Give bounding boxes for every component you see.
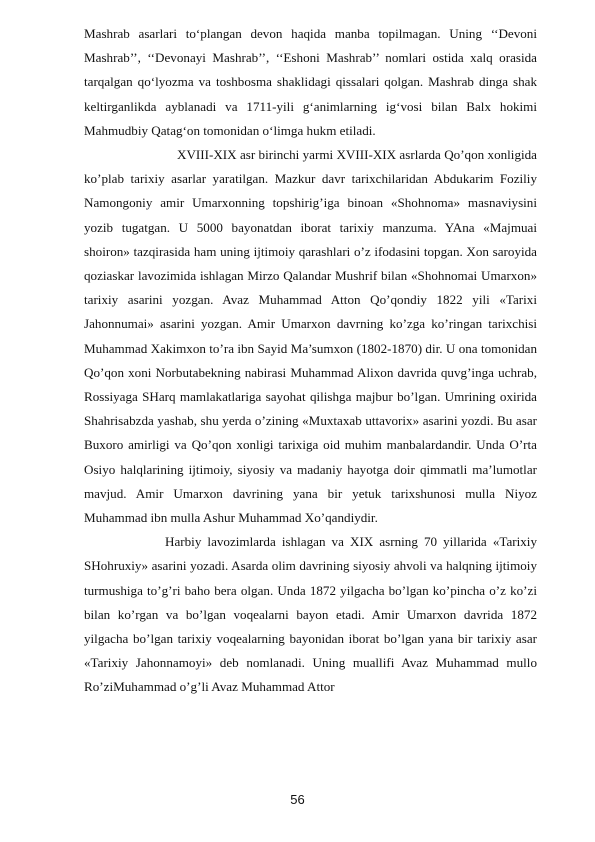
paragraph-kokand-historians: XVIII-XIX asr birinchi yarmi XVIII-XIX asrlarda Qo’qon xonligida ko’plab tarixiy asarlar yaratilgan. Mazkur davr tarixchilaridan Abdukarim Foziliy Namongoniy amir Umarxonning topshirig’iga binoan «Shohnoma» masnaviysini yozib tugatgan. U 5000 bayonatdan iborat tarixiy manzuma. YAna «Majmuai shoiron» tazqirasida ham uning ijtimoiy qarashlari o’z ifodasini topgan. Xon saroyida qoziaskar lavozimida ishlagan Mirzo Qalandar Mushrif bilan «Shohnomai Umarxon» tarixiy asarini yozgan. Avaz Muhammad Atton Qo’qondiy 1822 yili «Tarixi Jahonnumai» asarini yozgan. Amir Umarxon davrning ko’zga ko’ringan tarixchisi Muhammad Xakimxon to’ra ibn Sayid Ma’sumxon (1802-1870) dir. U ona tomonidan Qo’qon xoni Norbutabekning nabirasi Muhammad Alixon davrida quvg’inga uchrab, Rossiyaga SHarq mamlakatlariga sayohat qilishga majbur bo’lgan. Umrining oxirida Shahrisabzda yashab, shu yerda o’zining «Muxtaxab uttavorix» asarini yozdi. Bu asar Buxoro amirligi va Qo’qon xonligi tarixiga oid muhim manbalardandir. Unda O’rta Osiyo halqlarining ijtimoiy, siyosiy va madaniy hayotga doir qimmatli ma’lumotlar mavjud. Amir Umarxon davrining yana bir yetuk tarixshunosi mulla Niyoz Muhammad ibn mulla Ashur Muhammad Xo’qandiydir.	[84, 147, 537, 526]
paragraph-mashrab: Mashrab asarlari to‘plangan devon haqida manba topilmagan. Uning ‘‘Devoni Mashrab’’, ‘‘Devonayi Mashrab’’, ‘‘Eshoni Mashrab’’ nomlari ostida xalq orasida tarqalgan qo‘lyozma va toshbosma shaklidagi qissalari qolgan. Mashrab dinga shak keltirganlikda ayblanadi va 1711-yili g‘animlarning ig‘vosi bilan Balx hokimi Mahmudbiy Qatag‘on tomonidan o‘limga hukm etiladi.	[84, 26, 537, 138]
page-number: 56	[290, 792, 305, 807]
document-page	[84, 22, 537, 700]
paragraph-tarixiy-shohruxiy: Harbiy lavozimlarda ishlagan va XIX asrning 70 yillarida «Tarixiy SHohruxiy» asarini yozadi. Asarda olim davrining siyosiy ahvoli va halqning ijtimoiy turmushiga to’g’ri baho bera olgan. Unda 1872 yilgacha bo’lgan ko’pincha o’z ko’zi bilan ko’rgan va bo’lgan voqealarni bayon etadi. Amir Umarxon davrida 1872 yilgacha bo’lgan tarixiy voqealarning bayonidan iborat bo’lgan yana bir tarixiy asar «Tarixiy Jahonnamoyi» deb nomlanadi. Uning muallifi Avaz Muhammad mullo Ro’ziMuhammad o’g’li Avaz Muhammad Attor	[84, 534, 537, 695]
